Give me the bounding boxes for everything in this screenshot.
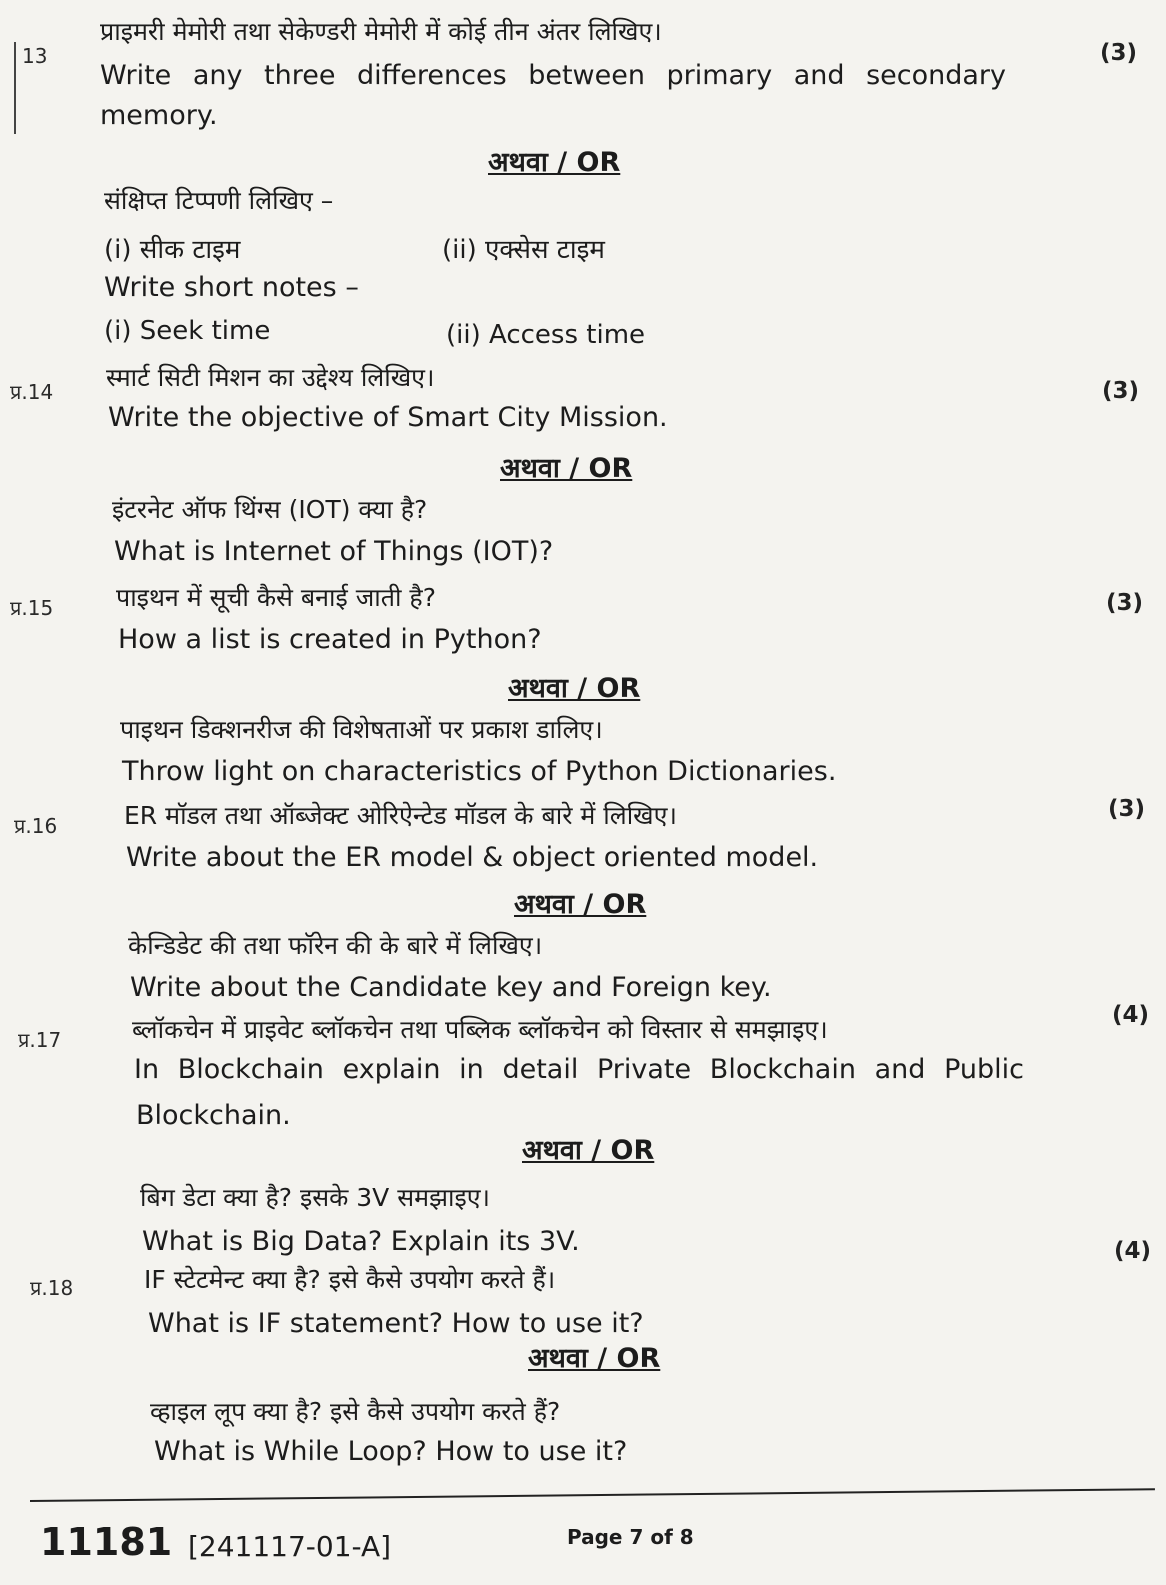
page-number: Page 7 of 8 <box>567 1525 694 1549</box>
question-number: 13 <box>22 44 48 68</box>
question-text-english: What is IF statement? How to use it? <box>148 1308 644 1339</box>
or-divider: अथवा / OR <box>528 1343 661 1374</box>
alt-text-hindi: केन्डिडेट की तथा फॉरेन की के बारे में लिखिए। <box>128 931 543 960</box>
question-text-hindi: IF स्टेटमेन्ट क्या है? इसे कैसे उपयोग करते हैं। <box>144 1265 556 1294</box>
alt-text-hindi: व्हाइल लूप क्या है? इसे कैसे उपयोग करते हैं? <box>150 1397 561 1426</box>
paper-code: 11181 <box>40 1520 173 1564</box>
question-number: प्र.16 <box>14 814 58 838</box>
alt-item-hindi-1: (i) सीक टाइम <box>104 235 241 265</box>
question-marks: (3) <box>1108 796 1146 822</box>
question-text-english: How a list is created in Python? <box>118 624 542 655</box>
or-divider: अथवा / OR <box>522 1135 655 1166</box>
alt-item-english-1: (i) Seek time <box>104 316 271 346</box>
question-text-english-cont: Blockchain. <box>136 1100 291 1131</box>
alt-text-english: What is Internet of Things (IOT)? <box>114 536 554 567</box>
question-text-hindi: प्राइमरी मेमोरी तथा सेकेण्डरी मेमोरी में कोई तीन अंतर लिखिए। <box>100 17 662 46</box>
alt-text-english: Write short notes – <box>104 272 359 303</box>
question-number: प्र.17 <box>18 1028 62 1052</box>
or-divider: अथवा / OR <box>488 147 621 178</box>
question-text-english-cont: memory. <box>100 100 218 131</box>
alt-text-hindi: बिग डेटा क्या है? इसके 3V समझाइए। <box>140 1183 491 1212</box>
question-marks: (3) <box>1100 40 1138 66</box>
alt-text-english: What is Big Data? Explain its 3V. <box>142 1226 580 1257</box>
alt-item-hindi-2: (ii) एक्सेस टाइम <box>442 235 605 265</box>
or-divider: अथवा / OR <box>508 673 641 704</box>
alt-text-hindi: इंटरनेट ऑफ थिंग्स (IOT) क्या है? <box>112 495 428 524</box>
alt-text-english: Throw light on characteristics of Python Dictionaries. <box>122 756 837 787</box>
question-text-english: Write the objective of Smart City Mission. <box>108 402 668 433</box>
alt-text-english: Write about the Candidate key and Foreign key. <box>130 972 772 1003</box>
question-text-english: Write about the ER model & object oriented model. <box>126 842 819 873</box>
margin-line <box>14 42 16 134</box>
alt-item-english-2: (ii) Access time <box>446 320 646 350</box>
question-marks: (4) <box>1112 1002 1150 1028</box>
question-text-hindi: ब्लॉकचेन में प्राइवेट ब्लॉकचेन तथा पब्लिक ब्लॉकचेन को विस्तार से समझाइए। <box>132 1015 828 1044</box>
or-divider: अथवा / OR <box>514 889 647 920</box>
question-text-hindi: ER मॉडल तथा ऑब्जेक्ट ओरिऐन्टेड मॉडल के बारे में लिखिए। <box>124 801 677 830</box>
question-text-english: In Blockchain explain in detail Private Blockchain and Public <box>134 1054 1024 1085</box>
paper-subcode: [241117-01-A] <box>188 1530 392 1563</box>
question-number: प्र.15 <box>10 596 54 620</box>
question-number: प्र.18 <box>30 1276 74 1300</box>
footer-rule <box>30 1488 1155 1502</box>
question-marks: (4) <box>1114 1238 1152 1264</box>
question-number: प्र.14 <box>10 380 54 404</box>
alt-text-english: What is While Loop? How to use it? <box>154 1436 628 1467</box>
alt-text-hindi: संक्षिप्त टिप्पणी लिखिए – <box>104 186 334 215</box>
or-divider: अथवा / OR <box>500 453 633 484</box>
alt-text-hindi: पाइथन डिक्शनरीज की विशेषताओं पर प्रकाश डालिए। <box>120 715 603 744</box>
question-marks: (3) <box>1106 590 1144 616</box>
question-text-english: Write any three differences between primary and secondary <box>100 60 1006 91</box>
question-text-hindi: पाइथन में सूची कैसे बनाई जाती है? <box>116 583 436 612</box>
question-text-hindi: स्मार्ट सिटी मिशन का उद्देश्य लिखिए। <box>106 363 435 392</box>
question-marks: (3) <box>1102 378 1140 404</box>
